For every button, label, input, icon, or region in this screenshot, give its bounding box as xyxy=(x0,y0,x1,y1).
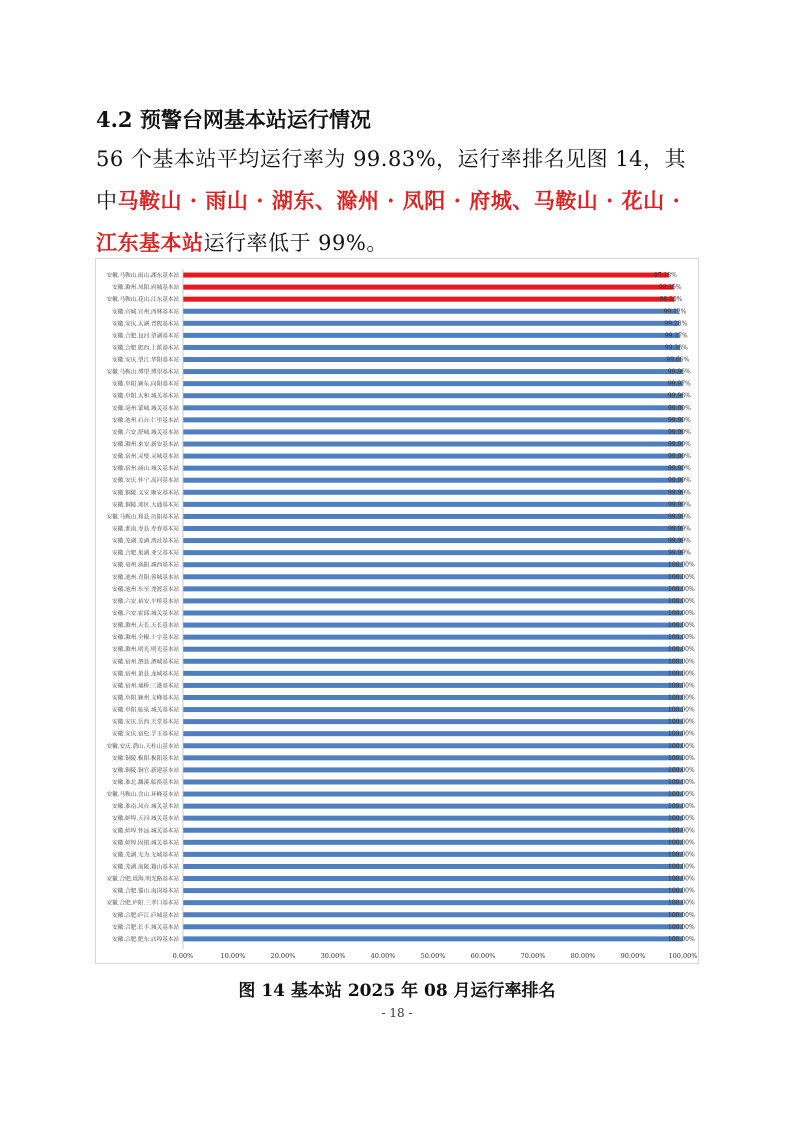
category-label-20: 安徽.铜陵.郊区.大通基本站 xyxy=(112,502,179,509)
value-label-33: 100.00% xyxy=(668,658,695,666)
value-label-24: 99.99% xyxy=(667,549,691,557)
category-label-42: 安徽.铜陵.铜官.新建基本站 xyxy=(112,767,179,774)
bar-12 xyxy=(183,405,683,410)
bar-22 xyxy=(183,526,683,531)
paragraph-text-1: 56 个基本站平均运行率为 99.83%，运行率排名见图 14，其中 xyxy=(96,147,687,213)
category-label-38: 安徽.安庆.岳西.天堂基本站 xyxy=(112,719,179,726)
value-label-5: 99.28% xyxy=(664,320,688,328)
category-label-19: 安徽.铜陵.义安.顺安基本站 xyxy=(112,490,179,497)
bar-40 xyxy=(183,743,683,748)
value-label-4: 99.12% xyxy=(663,308,687,316)
x-tick-label-1: 10.00% xyxy=(220,951,246,960)
x-tick-label-2: 20.00% xyxy=(270,951,296,960)
value-label-52: 100.00% xyxy=(668,887,695,895)
value-label-11: 99.98% xyxy=(667,392,691,400)
category-label-29: 安徽.六安.霍邱.城关基本站 xyxy=(112,611,179,617)
value-label-37: 100.00% xyxy=(668,706,695,714)
bar-29 xyxy=(183,611,683,616)
bar-51 xyxy=(183,876,683,881)
value-label-46: 100.00% xyxy=(668,815,695,823)
bar-53 xyxy=(183,900,683,905)
value-label-9: 99.96% xyxy=(667,368,691,376)
value-label-56: 100.00% xyxy=(668,935,695,943)
category-label-17: 安徽.宿州.砀山.城关基本站 xyxy=(112,466,179,473)
category-label-39: 安徽.安庆.宿松.孚玉基本站 xyxy=(112,731,179,738)
x-tick-label-10: 100.00% xyxy=(668,951,698,960)
x-tick-label-7: 70.00% xyxy=(520,951,546,960)
category-label-54: 安徽.合肥.庐江.庐城基本站 xyxy=(112,912,179,919)
value-label-35: 100.00% xyxy=(668,682,695,690)
category-label-11: 安徽.阜阳.太和.城关基本站 xyxy=(112,393,179,400)
value-label-53: 100.00% xyxy=(668,899,695,907)
category-label-31: 安徽.滁州.全椒.十字基本站 xyxy=(112,635,179,642)
availability-ranking-chart xyxy=(95,258,699,964)
category-label-18: 安徽.安庆.怀宁.高河基本站 xyxy=(112,478,179,485)
bar-13 xyxy=(183,417,683,422)
value-label-51: 100.00% xyxy=(668,875,695,883)
bar-9 xyxy=(183,369,683,374)
value-label-26: 100.00% xyxy=(668,573,695,581)
x-tick-label-4: 40.00% xyxy=(370,951,396,960)
category-label-35: 安徽.宿州.埇桥.三港基本站 xyxy=(112,683,179,690)
category-label-45: 安徽.淮南.凤台.城关基本站 xyxy=(112,804,179,811)
figure-caption: 图 14 基本站 2025 年 08 月运行率排名 xyxy=(238,981,556,1001)
bar-34 xyxy=(183,671,683,676)
bar-5 xyxy=(183,321,679,326)
category-label-36: 安徽.阜阳.颍州.文峰基本站 xyxy=(112,695,179,702)
category-label-51: 安徽.合肥.瑶海.明光路基本站 xyxy=(106,876,179,883)
category-label-14: 安徽.六安.舒城.城关基本站 xyxy=(112,429,179,436)
value-label-31: 100.00% xyxy=(668,634,695,642)
value-label-10: 99.97% xyxy=(667,380,691,388)
bar-1 xyxy=(183,273,669,278)
bar-16 xyxy=(183,454,683,459)
bar-20 xyxy=(183,502,683,507)
bar-47 xyxy=(183,828,683,833)
category-label-53: 安徽.合肥.庐阳.三孝口基本站 xyxy=(106,900,179,907)
section-heading: 4.2 预警台网基本站运行情况 xyxy=(96,107,371,132)
bar-15 xyxy=(183,442,683,447)
bar-31 xyxy=(183,635,683,640)
value-label-41: 100.00% xyxy=(668,754,695,762)
bar-30 xyxy=(183,623,683,628)
value-label-2: 98.15% xyxy=(658,284,682,292)
category-label-1: 安徽.马鞍山.雨山.湖东基本站 xyxy=(106,273,179,280)
category-label-3: 安徽.马鞍山.花山.江东基本站 xyxy=(106,297,179,304)
bar-37 xyxy=(183,707,683,712)
value-label-49: 100.00% xyxy=(668,851,695,859)
x-tick-label-0: 0.00% xyxy=(172,951,194,960)
bar-18 xyxy=(183,478,683,483)
bar-42 xyxy=(183,767,683,772)
value-label-7: 99.38% xyxy=(664,344,688,352)
bar-46 xyxy=(183,816,683,821)
category-label-41: 安徽.铜陵.枞阳.枞阳基本站 xyxy=(112,755,179,762)
category-label-55: 安徽.合肥.长丰.城关基本站 xyxy=(112,924,179,931)
value-label-22: 99.99% xyxy=(667,525,691,533)
category-label-22: 安徽.淮南.寿县.寿春基本站 xyxy=(112,526,179,533)
value-label-21: 99.99% xyxy=(667,513,691,521)
bar-21 xyxy=(183,514,683,519)
category-label-7: 安徽.合肥.肥西.上派基本站 xyxy=(112,345,179,352)
value-label-39: 100.00% xyxy=(668,730,695,738)
value-label-27: 100.00% xyxy=(668,585,695,593)
value-label-29: 100.00% xyxy=(668,610,695,617)
value-label-48: 100.00% xyxy=(668,839,695,847)
value-label-25: 100.00% xyxy=(668,561,695,569)
summary-paragraph xyxy=(96,138,706,264)
value-label-8: 99.66% xyxy=(666,356,690,364)
category-label-49: 安徽.芜湖.无为.无城基本站 xyxy=(112,852,179,859)
category-label-50: 安徽.芜湖.南陵.籍山基本站 xyxy=(112,864,179,871)
bar-27 xyxy=(183,586,683,591)
paragraph-text-2: 运行率低于 99%。 xyxy=(203,231,388,255)
value-label-12: 99.99% xyxy=(667,404,691,412)
bar-33 xyxy=(183,659,683,664)
low-stations-highlight: 马鞍山 · 雨山 · 湖东、滁州 · 凤阳 · 府城、马鞍山 · 花山 · 江东基本站 xyxy=(96,188,681,255)
bar-36 xyxy=(183,695,683,700)
value-label-50: 100.00% xyxy=(668,863,695,871)
value-label-19: 99.99% xyxy=(667,489,691,497)
chart-canvas xyxy=(96,259,700,965)
bar-55 xyxy=(183,924,683,929)
category-label-8: 安徽.安庆.望江.华阳基本站 xyxy=(112,357,179,364)
category-label-43: 安徽.淮北.濉溪.临涣基本站 xyxy=(112,779,179,786)
bar-52 xyxy=(183,888,683,893)
x-tick-label-9: 90.00% xyxy=(620,951,646,960)
value-label-42: 100.00% xyxy=(668,766,695,774)
bar-48 xyxy=(183,840,683,845)
category-label-28: 安徽.六安.裕安.平桥基本站 xyxy=(112,598,179,605)
bar-4 xyxy=(183,309,679,314)
value-label-18: 99.99% xyxy=(667,477,691,485)
value-label-14: 99.99% xyxy=(667,428,691,436)
x-tick-label-5: 50.00% xyxy=(420,951,446,960)
value-label-47: 100.00% xyxy=(668,827,695,835)
bar-11 xyxy=(183,393,683,398)
category-label-32: 安徽.滁州.明光.明光基本站 xyxy=(112,647,179,654)
value-label-32: 100.00% xyxy=(668,646,695,654)
category-label-48: 安徽.蚌埠.固镇.城关基本站 xyxy=(112,840,179,847)
bar-38 xyxy=(183,719,683,724)
category-label-13: 安徽.池州.石台.仁里基本站 xyxy=(112,417,179,424)
category-label-52: 安徽.合肥.蜀山.南岗基本站 xyxy=(112,888,179,895)
category-label-10: 安徽.阜阳.颍东.向阳基本站 xyxy=(112,381,179,388)
bar-24 xyxy=(183,550,683,555)
category-label-2: 安徽.滁州.凤阳.府城基本站 xyxy=(112,285,179,292)
category-label-40: 安徽.安庆.潜山.天柱山基本站 xyxy=(106,743,179,750)
bar-7 xyxy=(183,345,680,350)
category-label-23: 安徽.芜湖.芜湖.湾沚基本站 xyxy=(112,538,179,545)
bar-56 xyxy=(183,936,683,941)
value-label-20: 99.99% xyxy=(667,501,691,509)
value-label-16: 99.99% xyxy=(667,453,691,461)
bar-50 xyxy=(183,864,683,869)
category-label-47: 安徽.蚌埠.怀远.城关基本站 xyxy=(112,828,179,835)
bar-43 xyxy=(183,779,683,784)
category-label-25: 安徽.亳州.涡阳.城西基本站 xyxy=(112,562,179,569)
bar-2 xyxy=(183,285,674,290)
bar-28 xyxy=(183,598,683,603)
category-label-26: 安徽.池州.青阳.蓉城基本站 xyxy=(112,574,179,581)
bar-19 xyxy=(183,490,683,495)
category-label-34: 安徽.宿州.萧县.龙城基本站 xyxy=(112,671,179,678)
bar-44 xyxy=(183,792,683,797)
category-label-6: 安徽.合肥.包河.望湖基本站 xyxy=(112,333,179,340)
bar-10 xyxy=(183,381,683,386)
bar-54 xyxy=(183,912,683,917)
category-label-9: 安徽.马鞍山.博望.博望基本站 xyxy=(106,369,179,376)
category-label-33: 安徽.宿州.泗县.泗城基本站 xyxy=(112,659,179,666)
value-label-15: 99.99% xyxy=(667,441,691,449)
category-label-24: 安徽.合肥.巢湖.亚父基本站 xyxy=(112,550,179,557)
bar-6 xyxy=(183,333,680,338)
value-label-54: 100.00% xyxy=(668,911,695,919)
category-label-4: 安徽.宣城.宣州.西林基本站 xyxy=(112,309,179,316)
value-label-23: 99.99% xyxy=(667,537,691,545)
value-label-1: 97.18% xyxy=(653,272,677,280)
x-tick-label-8: 80.00% xyxy=(570,951,596,960)
x-tick-label-3: 30.00% xyxy=(320,951,346,960)
bar-17 xyxy=(183,466,683,471)
bar-35 xyxy=(183,683,683,688)
value-label-43: 100.00% xyxy=(668,778,695,786)
value-label-3: 98.30% xyxy=(659,296,683,304)
category-label-16: 安徽.宿州.灵璧.灵城基本站 xyxy=(112,454,179,461)
category-label-30: 安徽.滁州.天长.天长基本站 xyxy=(112,623,179,630)
value-label-30: 100.00% xyxy=(668,622,695,630)
value-label-44: 100.00% xyxy=(668,791,695,799)
value-label-28: 100.00% xyxy=(668,597,695,605)
bar-45 xyxy=(183,804,683,809)
page-number: - 18 - xyxy=(381,1006,413,1020)
category-label-56: 安徽.合肥.肥东.店埠基本站 xyxy=(112,936,179,943)
bar-41 xyxy=(183,755,683,760)
category-label-12: 安徽.亳州.蒙城.城关基本站 xyxy=(112,405,179,412)
category-label-21: 安徽.马鞍山.和县.历阳基本站 xyxy=(106,514,179,521)
value-label-34: 100.00% xyxy=(668,670,695,678)
category-label-5: 安徽.安庆.太湖.晋熙基本站 xyxy=(112,321,179,328)
x-tick-label-6: 60.00% xyxy=(470,951,496,960)
value-label-40: 100.00% xyxy=(668,742,695,750)
category-label-44: 安徽.马鞍山.含山.环峰基本站 xyxy=(106,792,179,799)
value-label-13: 99.99% xyxy=(667,416,691,424)
bar-32 xyxy=(183,647,683,652)
bar-8 xyxy=(183,357,681,362)
value-label-36: 100.00% xyxy=(668,694,695,702)
bar-14 xyxy=(183,429,683,434)
category-label-27: 安徽.池州.东至.尧渡基本站 xyxy=(112,586,179,593)
value-label-6: 99.37% xyxy=(664,332,688,340)
bar-3 xyxy=(183,297,675,302)
value-label-38: 100.00% xyxy=(668,718,695,726)
bar-23 xyxy=(183,538,683,543)
bar-25 xyxy=(183,562,683,567)
bar-26 xyxy=(183,574,683,579)
category-label-46: 安徽.蚌埠.五河.城关基本站 xyxy=(112,816,179,823)
value-label-17: 99.99% xyxy=(667,465,691,473)
category-label-15: 安徽.滁州.来安.新安基本站 xyxy=(112,442,179,449)
category-label-37: 安徽.阜阳.临泉.城关基本站 xyxy=(112,707,179,714)
bar-39 xyxy=(183,731,683,736)
bar-49 xyxy=(183,852,683,857)
value-label-45: 100.00% xyxy=(668,803,695,811)
value-label-55: 100.00% xyxy=(668,923,695,931)
